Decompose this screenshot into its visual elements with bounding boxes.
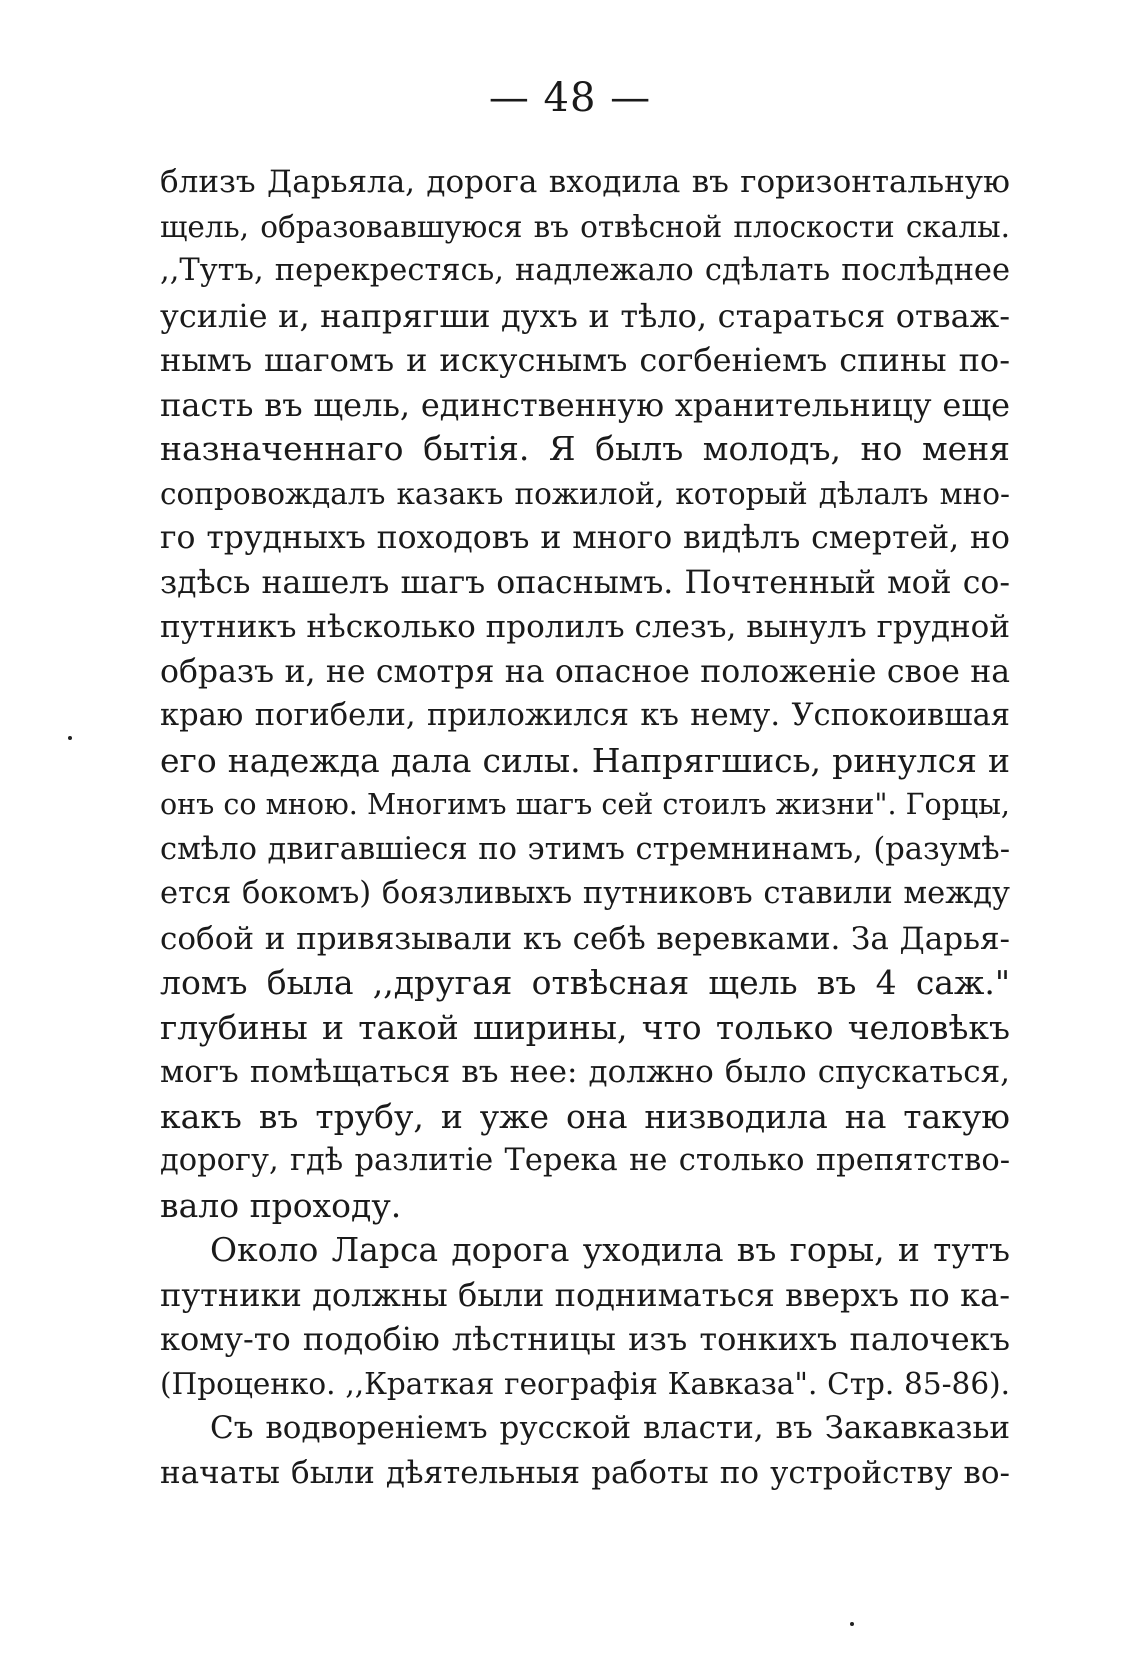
text-line: близъ Дарьяла, дорога входила въ горизонтальную — [160, 164, 1010, 200]
text-line: назначеннаго бытiя. Я былъ молодъ, но меня — [160, 429, 1010, 468]
text-line: здѣсь нашелъ шагъ опаснымъ. Почтенный мой со- — [160, 564, 1010, 601]
text-line: онъ со мною. Многимъ шагъ сей стоилъ жизни". Горцы, — [160, 788, 1010, 821]
text-line: какъ въ трубу, и уже она низводила на такую — [160, 1096, 1010, 1136]
print-speck — [68, 736, 72, 740]
paragraph-start-line: Около Ларса дорога уходила въ горы, и тутъ — [210, 1230, 1010, 1269]
text-line: кому-то подобiю лѣстницы изъ тонкихъ палочекъ — [160, 1320, 1010, 1358]
text-line: усилiе и, напрягши духъ и тѣло, стараться отваж- — [160, 296, 1010, 335]
text-line: смѣло двигавшiеся по этимъ стремнинамъ, (разумѣ- — [160, 831, 1010, 867]
paragraph-start-line: Съ водворенiемъ русской власти, въ Закавказьи — [210, 1410, 1010, 1446]
print-speck — [850, 1622, 854, 1626]
text-line: ломъ была ,,другая отвѣсная щель въ 4 саж." — [160, 963, 1010, 1002]
text-line: образъ и, не смотря на опасное положенiе свое на — [160, 653, 1010, 690]
text-line: ,,Тутъ, перекрестясь, надлежало сдѣлать послѣднее — [160, 253, 1010, 288]
text-line: начаты были дѣятельныя работы по устройству во- — [160, 1454, 1010, 1491]
text-line: нымъ шагомъ и искуснымъ согбенiемъ спины по- — [160, 341, 1010, 379]
text-line: щель, образовавшуюся въ отвѣсной плоскости скалы. — [160, 209, 1010, 244]
text-line: сопровождалъ казакъ пожилой, который дѣлалъ мно- — [160, 476, 1010, 511]
text-line: краю погибели, приложился къ нему. Успокоившая — [160, 698, 1010, 733]
text-line: его надежда дала силы. Напрягшись, ринулся и — [160, 740, 1010, 780]
paragraph-end-line: вало проходу. — [160, 1185, 402, 1225]
text-line: путникъ нѣсколько пролилъ слезъ, вынулъ грудной — [160, 609, 1010, 645]
text-line: могъ помѣщаться въ нее: должно было спускаться, — [160, 1054, 1010, 1090]
text-line: пасть въ щель, единственную хранительницу еще — [160, 385, 1010, 424]
body-text — [160, 160, 1010, 1495]
text-line: собой и привязывали къ себѣ веревками. За Дарья- — [160, 920, 1010, 957]
text-line: путники должны были подниматься вверхъ по ка- — [160, 1275, 1010, 1314]
citation-line: (Проценко. ,,Краткая географiя Кавказа". Стр. 85-86). — [160, 1366, 1010, 1401]
text-line: дорогу, гдѣ разлитiе Терека не столько препятство- — [160, 1143, 1010, 1178]
text-line: глубины и такой ширины, что только человѣкъ — [160, 1007, 1010, 1047]
text-line: ется бокомъ) боязливыхъ путниковъ ставили между — [160, 876, 1010, 911]
page-number: — 48 — — [488, 75, 652, 121]
text-line: го трудныхъ походовъ и много видѣлъ смертей, но — [160, 520, 1010, 556]
